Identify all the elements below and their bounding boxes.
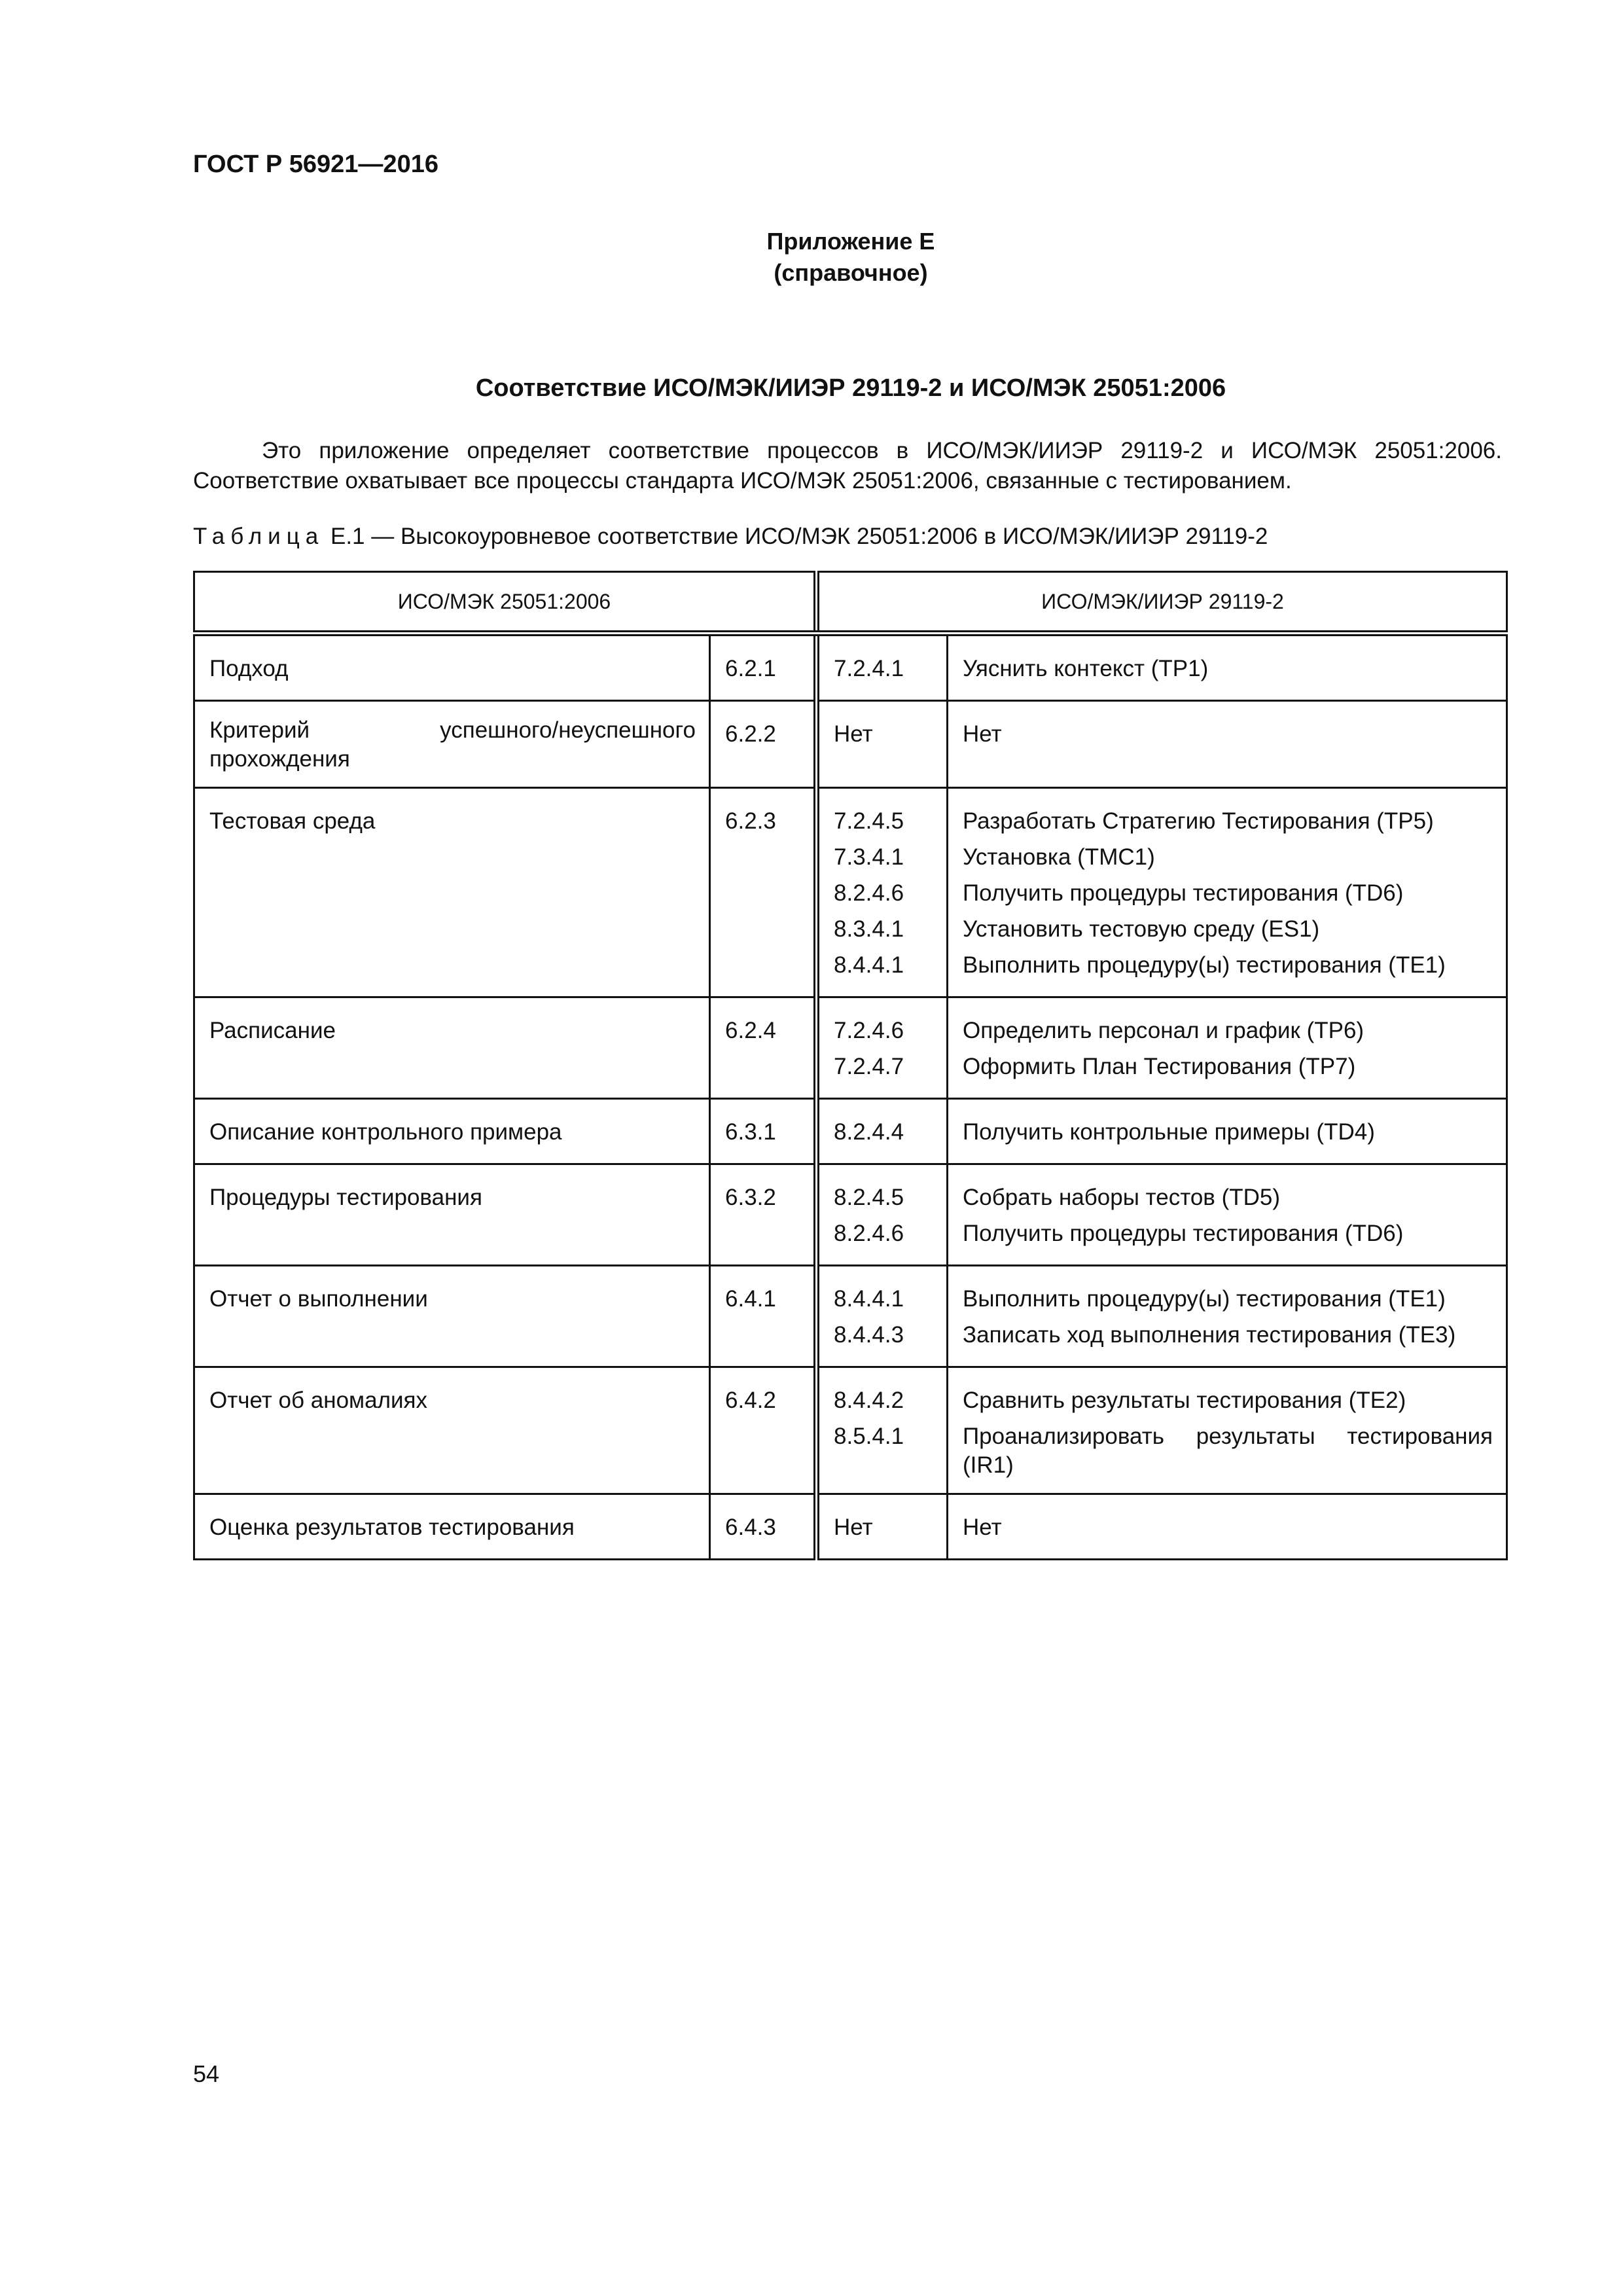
process-name: Сравнить результаты тестирования (TE2): [963, 1388, 1406, 1413]
annex-title: Приложение Е: [766, 228, 935, 255]
header-iso-25051: ИСО/МЭК 25051:2006: [194, 572, 817, 634]
ref-clause: 8.4.4.1: [834, 1286, 904, 1312]
table-row: [194, 1266, 1507, 1367]
correspondence-table: [193, 571, 1508, 1560]
cell-clause: 6.2.2: [710, 701, 817, 788]
ref-clause: 8.3.4.1: [834, 916, 904, 942]
ref-clause: Нет: [834, 1515, 873, 1540]
table-row: [194, 1099, 1507, 1164]
ref-clause: 7.2.4.6: [834, 1018, 904, 1043]
process-name: Выполнить процедуру(ы) тестирования (TE1): [963, 952, 1446, 978]
cell-processes: [948, 788, 1507, 997]
process-name: Определить персонал и график (TP6): [963, 1018, 1364, 1043]
process-name: Собрать наборы тестов (TD5): [963, 1185, 1281, 1210]
page-number: 54: [193, 2060, 220, 2087]
cell-processes: [948, 1164, 1507, 1266]
table-caption-text: Е.1 — Высокоуровневое соответствие ИСО/МЭК 25051:2006 в ИСО/МЭК/ИИЭР 29119-2: [330, 524, 1268, 549]
cell-requirement: Процедуры тестирования: [194, 1164, 710, 1266]
cell-refs: [817, 1164, 948, 1266]
cell-processes: [948, 1367, 1507, 1494]
cell-processes: [948, 634, 1507, 701]
header-iso-29119-2: ИСО/МЭК/ИИЭР 29119-2: [817, 572, 1507, 634]
ref-clause: Нет: [834, 721, 873, 747]
cell-processes: [948, 701, 1507, 788]
ref-clause: 8.2.4.6: [834, 1221, 904, 1246]
cell-processes: [948, 1266, 1507, 1367]
cell-processes: [948, 1494, 1507, 1560]
table-row: [194, 701, 1507, 788]
cell-refs: [817, 1367, 948, 1494]
cell-clause: 6.3.2: [710, 1164, 817, 1266]
ref-clause: 8.2.4.6: [834, 880, 904, 906]
process-name: Выполнить процедуру(ы) тестирования (TE1): [963, 1286, 1446, 1312]
cell-clause: 6.4.1: [710, 1266, 817, 1367]
cell-clause: 6.4.2: [710, 1367, 817, 1494]
cell-clause: 6.2.3: [710, 788, 817, 997]
ref-clause: 7.2.4.5: [834, 808, 904, 834]
table-header-row: [194, 572, 1507, 634]
table-row: [194, 1367, 1507, 1494]
ref-clause: 8.2.4.4: [834, 1119, 904, 1145]
cell-refs: [817, 701, 948, 788]
cell-requirement: Тестовая среда: [194, 788, 710, 997]
section-title: Соответствие ИСО/МЭК/ИИЭР 29119-2 и ИСО/МЭК 25051:2006: [475, 374, 1226, 402]
cell-processes: [948, 997, 1507, 1099]
process-name: Получить процедуры тестирования (TD6): [963, 1221, 1404, 1246]
cell-requirement: Описание контрольного примера: [194, 1099, 710, 1164]
table-caption-label: Таблица: [193, 524, 325, 549]
ref-clause: 8.4.4.1: [834, 952, 904, 978]
cell-requirement: Критерий успешного/неуспешного прохождения: [194, 701, 710, 788]
ref-clause: 7.3.4.1: [834, 844, 904, 870]
cell-clause: 6.4.3: [710, 1494, 817, 1560]
cell-clause: 6.3.1: [710, 1099, 817, 1164]
cell-refs: [817, 1494, 948, 1560]
table-row: [194, 997, 1507, 1099]
ref-clause: 8.5.4.1: [834, 1424, 904, 1449]
process-name: Разработать Стратегию Тестирования (TP5): [963, 808, 1434, 834]
cell-processes: [948, 1099, 1507, 1164]
cell-requirement: Оценка результатов тестирования: [194, 1494, 710, 1560]
ref-clause: 8.4.4.3: [834, 1322, 904, 1348]
table-row: [194, 1494, 1507, 1560]
annex-heading: [0, 226, 1623, 289]
cell-refs: [817, 788, 948, 997]
cell-requirement: Подход: [194, 634, 710, 701]
ref-clause: 7.2.4.7: [834, 1054, 904, 1079]
ref-clause: 8.2.4.5: [834, 1185, 904, 1210]
annex-kind: (справочное): [774, 259, 928, 286]
cell-refs: [817, 634, 948, 701]
cell-requirement: Расписание: [194, 997, 710, 1099]
process-name: Записать ход выполнения тестирования (TE3): [963, 1322, 1456, 1348]
cell-clause: 6.2.1: [710, 634, 817, 701]
ref-clause: 7.2.4.1: [834, 656, 904, 681]
cell-refs: [817, 1099, 948, 1164]
table-body: [194, 634, 1507, 1560]
table-row: [194, 634, 1507, 701]
process-name: Нет: [963, 1515, 1002, 1540]
cell-refs: [817, 997, 948, 1099]
table-caption: [193, 524, 1268, 550]
process-name: Уяснить контекст (TP1): [963, 656, 1209, 681]
cell-clause: 6.2.4: [710, 997, 817, 1099]
document-code: ГОСТ Р 56921—2016: [193, 151, 438, 178]
process-name: Установить тестовую среду (ES1): [963, 916, 1320, 942]
cell-refs: [817, 1266, 948, 1367]
process-name: Нет: [963, 721, 1002, 747]
process-name: Получить процедуры тестирования (TD6): [963, 880, 1404, 906]
ref-clause: 8.4.4.2: [834, 1388, 904, 1413]
process-name: Получить контрольные примеры (TD4): [963, 1119, 1375, 1145]
process-name: Установка (TMC1): [963, 844, 1155, 870]
cell-requirement: Отчет об аномалиях: [194, 1367, 710, 1494]
process-name: Проанализировать результаты тестирования (IR1): [963, 1424, 1493, 1478]
intro-paragraph: Это приложение определяет соответствие процессов в ИСО/МЭК/ИИЭР 29119-2 и ИСО/МЭК 25051:2006. Соответствие охватывает все процессы стандарта ИСО/МЭК 25051:2006, связанные с тестированием.: [193, 438, 1502, 493]
cell-requirement: Отчет о выполнении: [194, 1266, 710, 1367]
process-name: Оформить План Тестирования (TP7): [963, 1054, 1356, 1079]
table-row: [194, 1164, 1507, 1266]
table-row: [194, 788, 1507, 997]
